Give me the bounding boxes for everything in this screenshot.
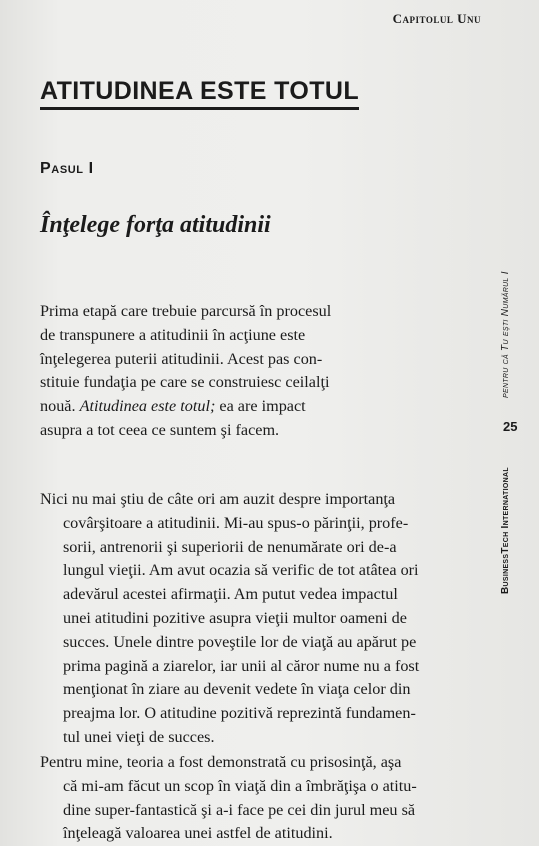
publisher-name: BusinessTech International [500,467,511,594]
paragraph-line: tul unei vieţi de succes. [63,727,215,746]
paragraph-3 [40,751,417,846]
paragraph-line: covârşitoare a atitudinii. Mi-au spus-o părinţii, profe- [63,513,409,532]
paragraph-line: menţionat în ziare au devenit vedete în viaţa celor din [63,680,411,699]
paragraph-line: prima pagină a ziarelor, iar unii al căror nume nu a fost [63,656,420,675]
paragraph-line [40,395,331,419]
paragraph-1 [40,300,331,443]
paragraph-line: că mi-am făcut un scop în viaţă din a îmbrăţişa o atitu- [63,776,417,795]
paragraph-line: de transpunere a atitudinii în acţiune este [40,325,306,344]
paragraph-line: sorii, antrenorii şi superiorii de nenumărate ori de-a [63,537,397,556]
chapter-header: Capitolul Unu [392,11,481,26]
paragraph-line: înţeleagă valoarea unei astfel de atitudini. [63,824,333,843]
paragraph-line: preajma lor. O atitudine pozitivă reprezintă fundamen- [63,704,416,723]
page-number: 25 [503,419,518,434]
paragraph-line: succes. Unele dintre poveştile lor de viaţă au apărut pe [63,632,417,651]
paragraph-line: asupra a tot ceea ce suntem şi facem. [40,420,280,439]
paragraph-line: stituie fundaţia pe care se construiesc ceilalţi [40,373,330,392]
step-label: Pasul I [40,160,94,177]
paragraph-line: Prima etapă care trebuie parcursă în procesul [40,302,332,320]
paragraph-line: înţelegerea puterii atitudinii. Acest pas con- [40,349,323,368]
paragraph-line: dine super-fantastică şi a-i face pe cei din jurul meu să [63,800,416,819]
running-title: pentru că Tu eşti Numărul I [500,271,511,398]
paragraph-2 [40,488,419,750]
section-title: Înţelege forţa atitudinii [40,212,271,238]
emphasis-text: Atitudinea este totul; [79,397,216,416]
line-start: nouă. [40,397,80,416]
paragraph-line: Nici nu mai ştiu de câte ori am auzit despre importanţa [40,490,396,508]
paragraph-line: lungul vieţii. Am avut ocazia să verific de tot atâtea ori [63,561,419,580]
paragraph-line: unei atitudini pozitive asupra vieţii multor oameni de [63,608,407,627]
paragraph-line: adevărul acestei afirmaţii. Am putut vedea impactul [63,585,398,604]
paragraph-line: Pentru mine, teoria a fost demonstrată cu prisosinţă, aşa [40,753,402,771]
line-end: ea are impact [215,397,306,416]
chapter-title: ATITUDINEA ESTE TOTUL [40,76,359,110]
